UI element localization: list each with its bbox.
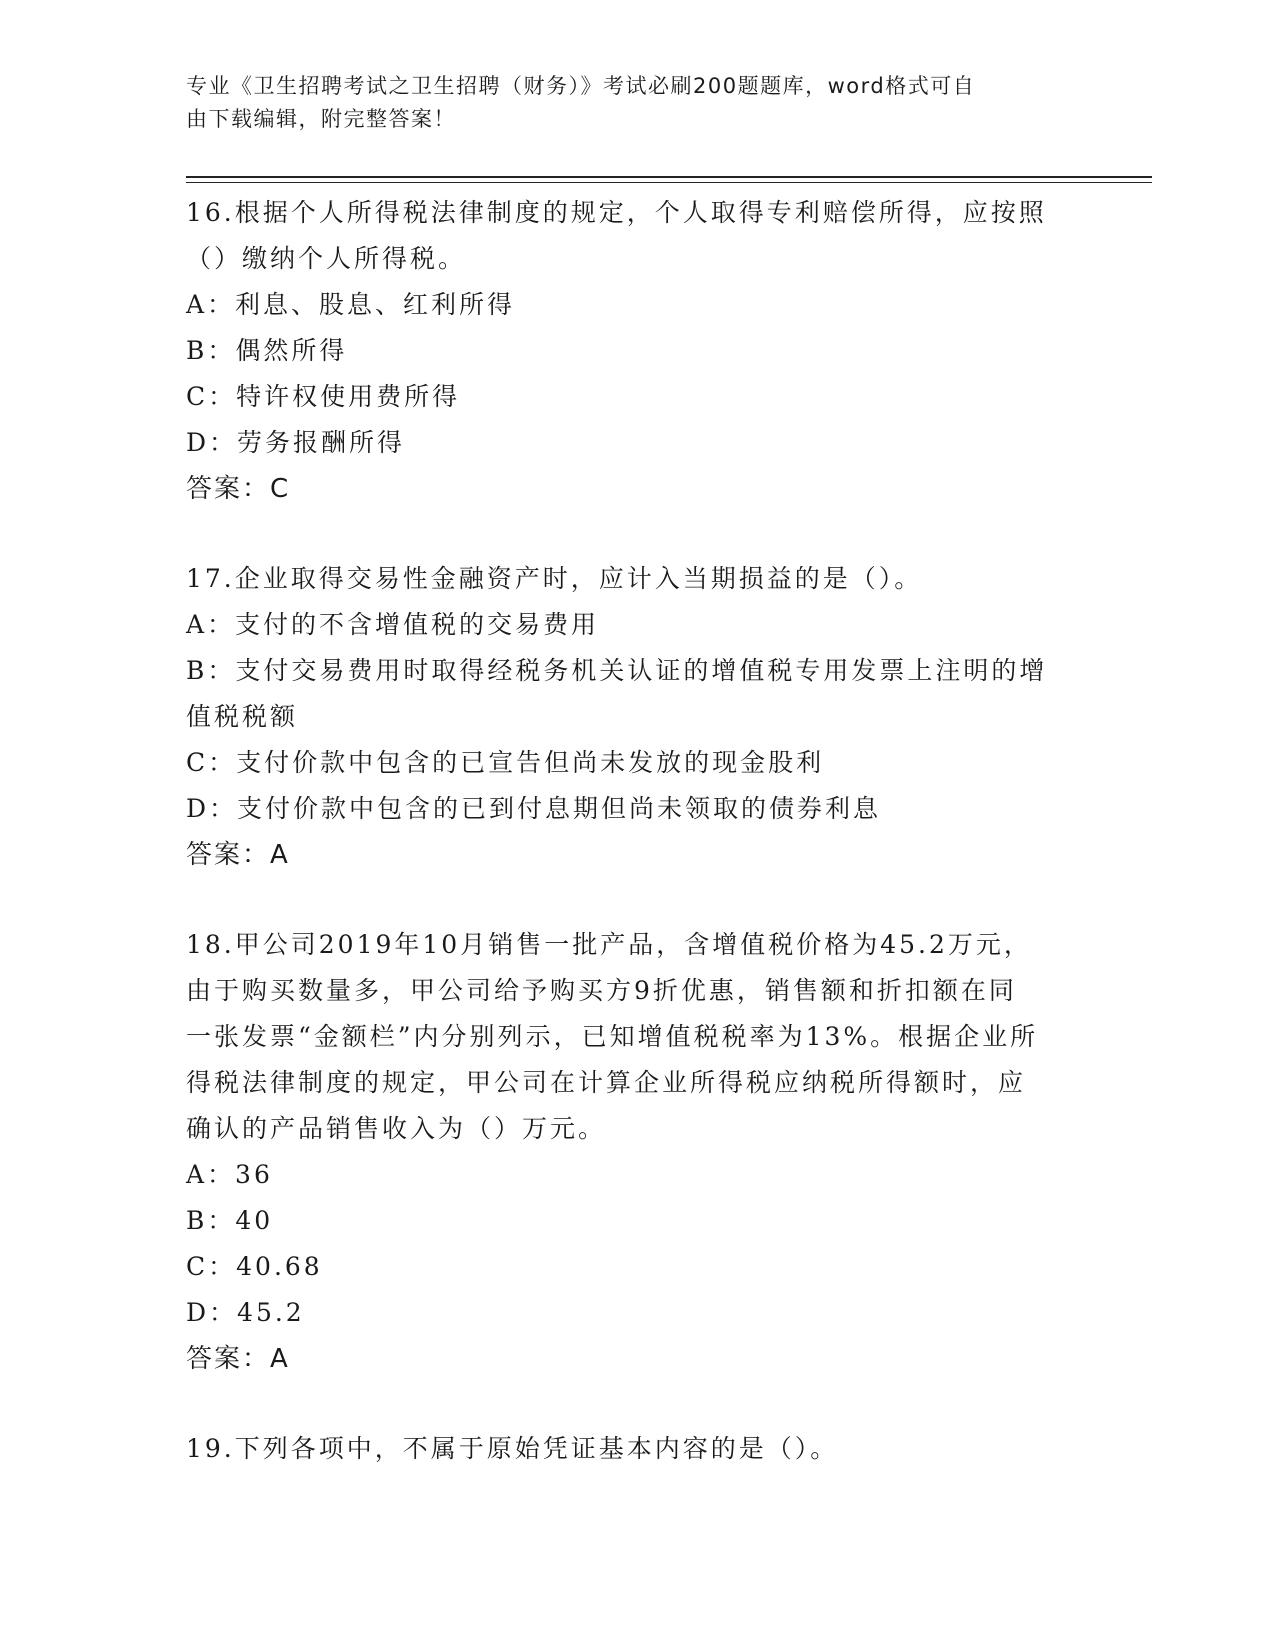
answer-option: A：36 (186, 1160, 273, 1189)
answer-option: 值税税额 (186, 702, 299, 731)
answer-option: D：45.2 (186, 1298, 305, 1327)
question-spacer (186, 512, 1086, 556)
answer-option: A：支付的不含增值税的交易费用 (186, 610, 600, 639)
question-block (186, 190, 1086, 512)
answer-option: D：劳务报酬所得 (186, 428, 406, 457)
question-stem-line: 确认的产品销售收入为（）万元。 (186, 1114, 607, 1143)
question-stem-line: 17.企业取得交易性金融资产时，应计入当期损益的是（）。 (186, 564, 923, 593)
document-header (186, 70, 1086, 136)
header-line-1: 专业《卫生招聘考试之卫生招聘（财务）》考试必刷200题题库，word格式可自 (186, 74, 976, 98)
answer-option: C：40.68 (186, 1252, 323, 1281)
question-stem-line: 16.根据个人所得税法律制度的规定，个人取得专利赔偿所得，应按照 (186, 198, 1047, 227)
answer-option: B：支付交易费用时取得经税务机关认证的增值税专用发票上注明的增 (186, 656, 1048, 685)
header-divider-thick (186, 176, 1152, 178)
answer-option: B：偶然所得 (186, 336, 348, 365)
question-stem-line: （）缴纳个人所得税。 (186, 244, 467, 273)
answer-option: C：特许权使用费所得 (186, 382, 461, 411)
header-line-2: 由下载编辑，附完整答案！ (186, 107, 456, 131)
answer-option: C：支付价款中包含的已宣告但尚未发放的现金股利 (186, 748, 825, 777)
question-stem-line: 一张发票“金额栏”内分别列示，已知增值税税率为13%。根据企业所 (186, 1022, 1039, 1051)
answer-option: B：40 (186, 1206, 274, 1235)
question-list (186, 190, 1086, 1472)
answer-key: 答案：C (186, 474, 291, 504)
question-stem-line: 得税法律制度的规定，甲公司在计算企业所得税应纳税所得额时，应 (186, 1068, 1027, 1097)
question-block (186, 556, 1086, 878)
question-spacer (186, 1382, 1086, 1426)
answer-option: D：支付价款中包含的已到付息期但尚未领取的债券利息 (186, 794, 882, 823)
question-block (186, 1426, 1086, 1472)
answer-key: 答案：A (186, 840, 290, 870)
question-stem-line: 18.甲公司2019年10月销售一批产品，含增值税价格为45.2万元， (186, 930, 1032, 959)
question-stem-line: 由于购买数量多，甲公司给予购买方9折优惠，销售额和折扣额在同 (186, 976, 1017, 1005)
answer-option: A：利息、股息、红利所得 (186, 290, 516, 319)
answer-key: 答案：A (186, 1344, 290, 1374)
question-block (186, 922, 1086, 1382)
question-stem-line: 19.下列各项中，不属于原始凭证基本内容的是（）。 (186, 1434, 839, 1463)
header-divider-thin (186, 182, 1152, 183)
question-spacer (186, 878, 1086, 922)
